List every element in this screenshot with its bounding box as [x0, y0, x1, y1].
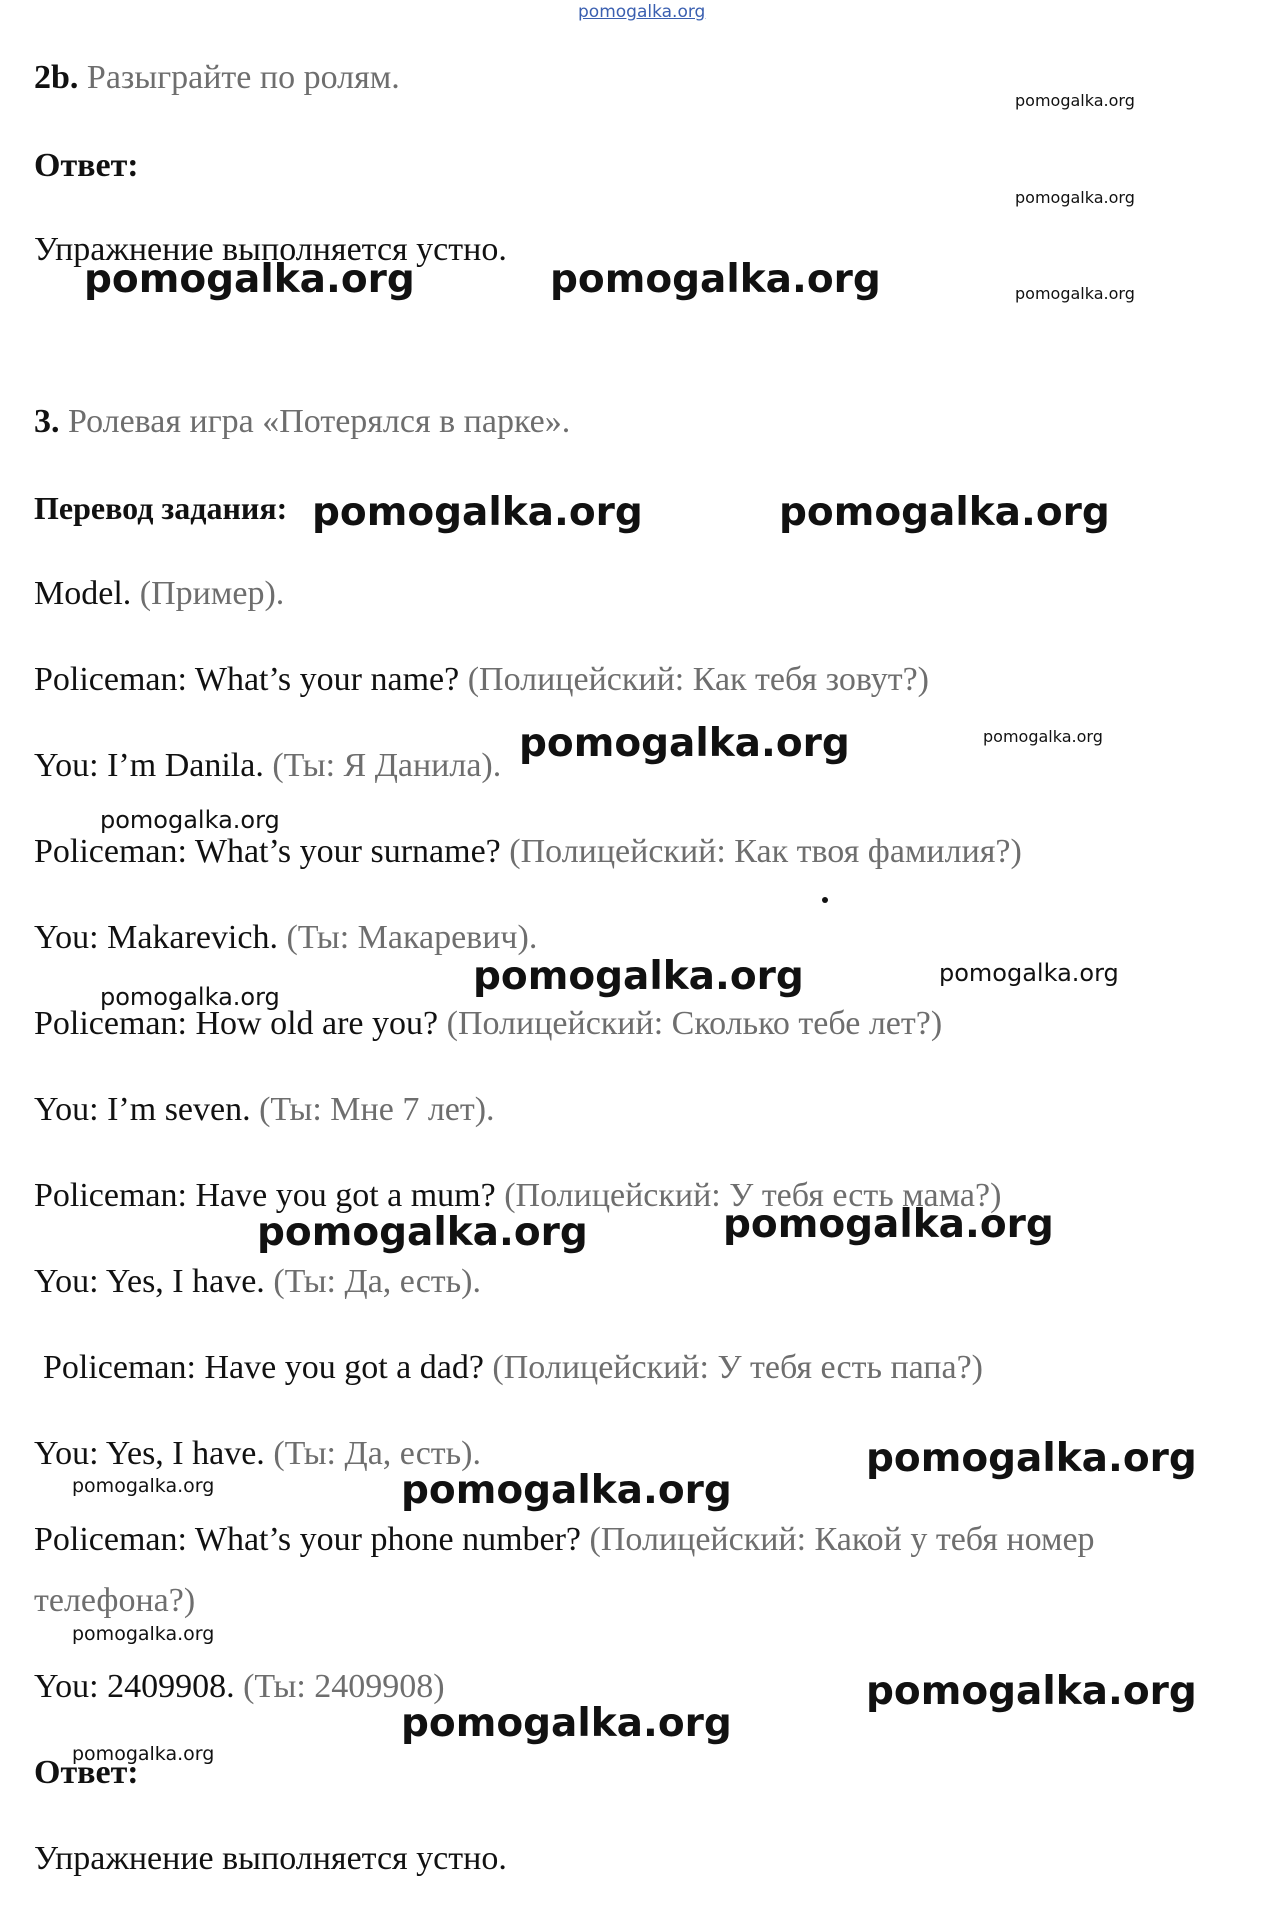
- watermark-medium: pomogalka.org: [100, 983, 280, 1011]
- dialogue-en: You: I’m Danila.: [34, 747, 264, 784]
- watermark-medium: pomogalka.org: [939, 959, 1119, 987]
- dialogue-en: You: Makarevich.: [34, 919, 278, 956]
- dialogue-ru: (Ты: Да, есть).: [273, 1435, 481, 1472]
- watermark-medium: pomogalka.org: [100, 806, 280, 834]
- dialogue-line: [34, 1667, 445, 1707]
- watermark-large: pomogalka.org: [550, 257, 881, 302]
- dialogue-ru: (Ты: Я Данила).: [272, 747, 502, 784]
- exercise-number: 3.: [34, 403, 60, 440]
- watermark-large: pomogalka.org: [723, 1202, 1054, 1247]
- watermark-small: pomogalka.org: [72, 1475, 215, 1497]
- watermark-small: pomogalka.org: [72, 1623, 215, 1645]
- dialogue-ru: (Полицейский: У тебя есть папа?): [492, 1349, 983, 1386]
- watermark-large: pomogalka.org: [779, 490, 1110, 535]
- dialogue-line: [34, 660, 929, 700]
- dialogue-ru: (Полицейский: Как твоя фамилия?): [509, 833, 1022, 870]
- dialogue-line: [34, 1090, 495, 1130]
- dialogue-en: Policeman: Have you got a mum?: [34, 1177, 496, 1214]
- dialogue-en: Policeman: What’s your phone number?: [34, 1521, 582, 1558]
- dialogue-en: You: Yes, I have.: [34, 1435, 265, 1472]
- dialogue-line: [34, 832, 1022, 872]
- watermark-small: pomogalka.org: [72, 1743, 215, 1765]
- dialogue-ru: (Ты: Макаревич).: [286, 919, 538, 956]
- exercise-instruction: Разыграйте по ролям.: [86, 59, 400, 96]
- dialogue-ru: (Полицейский: У тебя есть мама?): [504, 1177, 1002, 1214]
- watermark-large: pomogalka.org: [401, 1468, 732, 1513]
- dialogue-ru: (Ты: 2409908): [243, 1668, 445, 1705]
- dialogue-ru: (Ты: Мне 7 лет).: [259, 1091, 495, 1128]
- dialogue-en: Policeman: What’s your name?: [34, 661, 460, 698]
- dialogue-line: [43, 1348, 983, 1388]
- answer-label: Ответ:: [34, 1754, 139, 1791]
- dialogue-line: [34, 918, 537, 958]
- translation-label: Перевод задания:: [34, 490, 288, 526]
- dialogue-ru: (Полицейский: Сколько тебе лет?): [446, 1005, 943, 1042]
- watermark-small: pomogalka.org: [1015, 188, 1135, 207]
- top-watermark-link[interactable]: pomogalka.org: [578, 2, 706, 22]
- dialogue-en: Policeman: What’s your surname?: [34, 833, 501, 870]
- dialogue-line: [34, 1262, 481, 1302]
- dialogue-ru: (Ты: Да, есть).: [273, 1263, 481, 1300]
- watermark-small: pomogalka.org: [1015, 91, 1135, 110]
- dialogue-ru: (Полицейский: Как тебя зовут?): [467, 661, 929, 698]
- dialogue-line: [34, 746, 501, 786]
- watermark-large: pomogalka.org: [257, 1210, 588, 1255]
- exercise-2b-heading: [34, 58, 400, 98]
- exercise-instruction: Ролевая игра «Потерялся в парке».: [68, 403, 571, 440]
- watermark-small: pomogalka.org: [983, 727, 1103, 746]
- dialogue-ru: (Полицейский: Какой у тебя номер: [589, 1521, 1095, 1558]
- model-en: Model.: [34, 575, 132, 612]
- dialogue-en: You: 2409908.: [34, 1668, 235, 1705]
- watermark-large: pomogalka.org: [84, 257, 415, 302]
- watermark-large: pomogalka.org: [401, 1701, 732, 1746]
- answer-label: Ответ:: [34, 147, 139, 184]
- dialogue-ru-continuation: телефона?): [34, 1582, 196, 1619]
- dialogue-line: [34, 1520, 1095, 1560]
- watermark-small: pomogalka.org: [1015, 284, 1135, 303]
- watermark-large: pomogalka.org: [312, 490, 643, 535]
- watermark-large: pomogalka.org: [473, 954, 804, 999]
- dialogue-en: You: I’m seven.: [34, 1091, 251, 1128]
- model-line: [34, 574, 284, 614]
- dialogue-en: Policeman: Have you got a dad?: [43, 1349, 484, 1386]
- exercise-number: 2b.: [34, 59, 79, 96]
- watermark-large: pomogalka.org: [866, 1436, 1197, 1481]
- watermark-large: pomogalka.org: [866, 1669, 1197, 1714]
- model-ru: (Пример).: [139, 575, 285, 612]
- answer-text: Упражнение выполняется устно.: [34, 231, 507, 268]
- dialogue-en: Policeman: How old are you?: [34, 1005, 439, 1042]
- watermark-large: pomogalka.org: [519, 721, 850, 766]
- exercise-3-heading: [34, 402, 570, 442]
- answer-text: Упражнение выполняется устно.: [34, 1840, 507, 1877]
- dialogue-en: You: Yes, I have.: [34, 1263, 265, 1300]
- stray-dot: [822, 897, 828, 903]
